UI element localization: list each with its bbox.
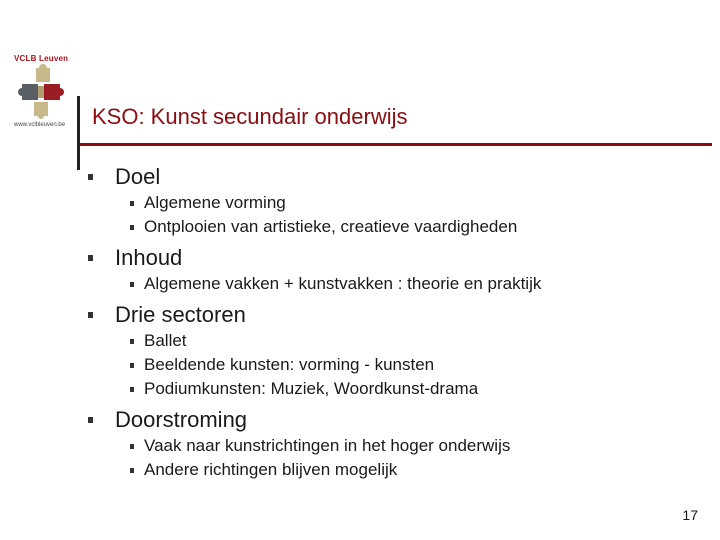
item-text: Algemene vorming xyxy=(144,193,286,212)
item-text: Andere richtingen blijven mogelijk xyxy=(144,460,398,479)
square-bullet-icon xyxy=(88,312,93,318)
item-text: Algemene vakken + kunstvakken : theorie en praktijk xyxy=(144,274,542,293)
item-text: Ballet xyxy=(144,331,187,350)
page-number: 17 xyxy=(682,507,698,523)
square-bullet-icon xyxy=(130,201,134,206)
item-text: Ontplooien van artistieke, creatieve vaardigheden xyxy=(144,217,518,236)
puzzle-icon xyxy=(16,64,72,120)
section-heading xyxy=(88,163,708,191)
heading-text: Doorstroming xyxy=(115,407,248,432)
square-bullet-icon xyxy=(88,417,93,423)
title-vertical-bar xyxy=(77,96,80,170)
heading-text: Drie sectoren xyxy=(115,302,246,327)
item-text: Podiumkunsten: Muziek, Woordkunst-drama xyxy=(144,379,479,398)
heading-text: Doel xyxy=(115,164,161,189)
list-item xyxy=(88,272,708,296)
square-bullet-icon xyxy=(130,468,134,473)
square-bullet-icon xyxy=(130,282,134,287)
list-item xyxy=(88,377,708,401)
slide-content xyxy=(88,158,708,485)
square-bullet-icon xyxy=(88,174,93,180)
list-item xyxy=(88,353,708,377)
title-underline xyxy=(80,143,712,146)
list-item xyxy=(88,434,708,458)
logo-url: www.vclbleuven.be xyxy=(14,122,66,128)
heading-text: Inhoud xyxy=(115,245,183,270)
square-bullet-icon xyxy=(130,225,134,230)
vclb-logo xyxy=(10,52,78,136)
section-inhoud xyxy=(88,244,708,296)
section-heading xyxy=(88,301,708,329)
logo-name: VCLB Leuven xyxy=(14,54,69,63)
section-heading xyxy=(88,406,708,434)
slide-title: KSO: Kunst secundair onderwijs xyxy=(92,104,408,129)
square-bullet-icon xyxy=(130,363,134,368)
item-text: Beeldende kunsten: vorming - kunsten xyxy=(144,355,435,374)
section-heading xyxy=(88,244,708,272)
section-doel xyxy=(88,163,708,239)
section-doorstroming xyxy=(88,406,708,482)
square-bullet-icon xyxy=(88,255,93,261)
square-bullet-icon xyxy=(130,444,134,449)
list-item xyxy=(88,458,708,482)
list-item xyxy=(88,329,708,353)
square-bullet-icon xyxy=(130,339,134,344)
square-bullet-icon xyxy=(130,387,134,392)
section-drie-sectoren xyxy=(88,301,708,401)
item-text: Vaak naar kunstrichtingen in het hoger onderwijs xyxy=(144,436,511,455)
list-item xyxy=(88,215,708,239)
list-item xyxy=(88,191,708,215)
